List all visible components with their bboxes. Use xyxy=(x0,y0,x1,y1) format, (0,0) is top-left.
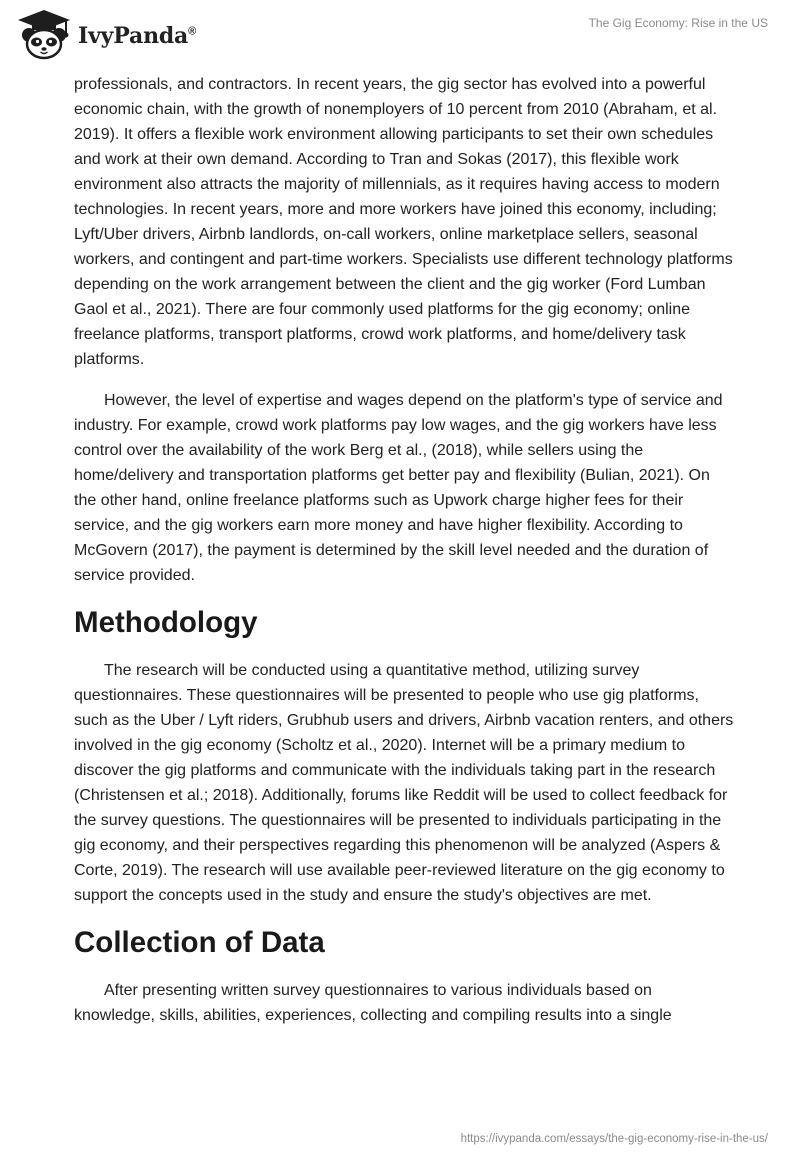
document-title: The Gig Economy: Rise in the US xyxy=(588,16,768,30)
heading-collection-of-data: Collection of Data xyxy=(74,926,325,959)
registered-mark: ® xyxy=(188,25,197,38)
paragraph-expertise-wages: However, the level of expertise and wages depend on the platform's type of service and industry. For example, crowd work platforms pay low wages, and the gig workers have less control over the availability of the work Berg et al., (2018), while sellers using the home/delivery and transportation platforms get better pay and flexibility (Bulian, 2021). On the other hand, online freelance platforms such as Upwork charge higher fees for their service, and the gig workers earn more money and have higher flexibility. According to McGovern (2017), the payment is determined by the skill level needed and the duration of service provided. xyxy=(74,392,723,584)
page-header xyxy=(0,0,800,70)
panda-graduate-icon xyxy=(16,8,72,60)
brand-logo[interactable] xyxy=(16,8,196,60)
essay-body xyxy=(74,72,734,1044)
heading-methodology: Methodology xyxy=(74,606,258,639)
brand-name: IvyPanda® xyxy=(78,23,197,49)
paragraph-collection: After presenting written survey questionnaires to various individuals based on knowledge, skills, abilities, experiences, collecting and compiling results into a single xyxy=(74,982,672,1024)
paragraph-gig-sector: professionals, and contractors. In recent years, the gig sector has evolved into a powerful economic chain, with the growth of nonemployers of 10 percent from 2010 (Abraham, et al. 2019). It offers a flexible work environment allowing participants to set their own schedules and work at their own demand. According to Tran and Sokas (2017), this flexible work environment also attracts the majority of millennials, as it requires having access to modern technologies. In recent years, more and more workers have joined this economy, including; Lyft/Uber drivers, Airbnb landlords, on-call workers, online marketplace sellers, seasonal workers, and contingent and part-time workers. Specialists use different technology platforms depending on the work arrangement between the client and the gig worker (Ford Lumban Gaol et al., 2021). There are four commonly used platforms for the gig economy; online freelance platforms, transport platforms, crowd work platforms, and home/delivery task platforms. xyxy=(74,76,733,368)
paragraph-methodology: The research will be conducted using a quantitative method, utilizing survey questionnaires. These questionnaires will be presented to people who use gig platforms, such as the Uber / Lyft riders, Grubhub users and drivers, Airbnb vacation renters, and others involved in the gig economy (Scholtz et al., 2020). Internet will be a primary medium to discover the gig platforms and communicate with the individuals taking part in the research (Christensen et al.; 2018). Additionally, forums like Reddit will be used to collect feedback for the survey questions. The questionnaires will be presented to individuals participating in the gig economy, and their perspectives regarding this phenomenon will be analyzed (Aspers & Corte, 2019). The research will use available peer-reviewed literature on the gig economy to support the concepts used in the study and ensure the study's objectives are met. xyxy=(74,662,734,904)
source-url[interactable]: https://ivypanda.com/essays/the-gig-economy-rise-in-the-us/ xyxy=(460,1133,768,1145)
